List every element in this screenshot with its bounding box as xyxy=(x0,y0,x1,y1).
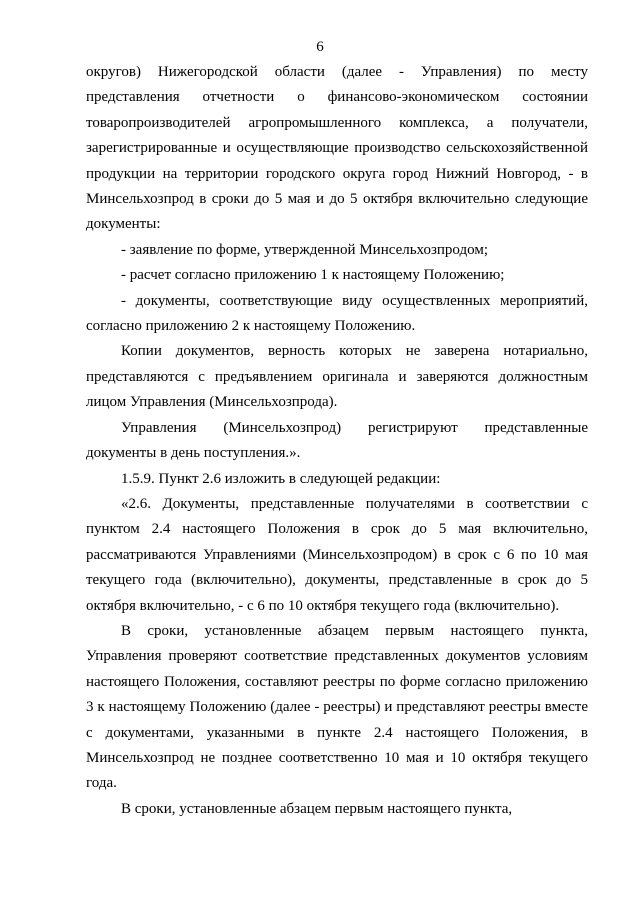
list-item-calculation: - расчет согласно приложению 1 к настоящему Положению; xyxy=(121,267,505,284)
paragraph-review-terms: В сроки, установленные абзацем первым настоящего пункта, Управления проверяют соответствие представленных документов условиям настоящего Положения, составляют реестры по форме согласно приложению 3 к настоящему Положению (далее - реестры) и представляют реестры вместе с документами, указанными в пункте 2.4 настоящего Положения, в Минсельхозпрод не позднее соответственно 10 мая и 10 октября текущего года. xyxy=(86,622,588,792)
paragraph-clause-2-6: «2.6. Документы, представленные получателями в соответствии с пунктом 2.4 настоящего Положения в срок до 5 мая включительно, рассматриваются Управлениями (Минсельхозпродом) в срок с 6 по 10 мая текущего года (включительно), документы, представленные в срок до 5 октября включительно, - с 6 по 10 октября текущего года (включительно). xyxy=(86,495,588,614)
paragraph-documents-submission: округов) Нижегородской области (далее - Управления) по месту представления отчетности о финансово-экономическом состоянии товаропроизводителей агропромышленного комплекса, а получатели, зарегистрированные и осуществляющие производство сельскохозяйственной продукции на территории городского округа город Нижний Новгород, - в Минсельхозпрод в сроки до 5 мая и до 5 октября включительно следующие документы: xyxy=(86,64,588,233)
list-item-application: - заявление по форме, утвержденной Минсельхозпродом; xyxy=(121,241,489,258)
paragraph-continued: В сроки, установленные абзацем первым настоящего пункта, xyxy=(121,800,513,817)
paragraph-document-copies: Копии документов, верность которых не заверена нотариально, представляются с предъявлением оригинала и заверяются должностным лицом Управления (Минсельхозпрода). xyxy=(86,343,588,411)
paragraph-amendment-1-5-9: 1.5.9. Пункт 2.6 изложить в следующей редакции: xyxy=(121,470,441,487)
paragraph-registration: Управления (Минсельхозпрод) регистрируют представленные документы в день поступления.». xyxy=(86,419,588,462)
page-number: 6 xyxy=(316,39,324,55)
list-item-supporting-documents: - документы, соответствующие виду осуществленных мероприятий, согласно приложению 2 к настоящему Положению. xyxy=(86,292,588,335)
document-body xyxy=(86,60,588,822)
